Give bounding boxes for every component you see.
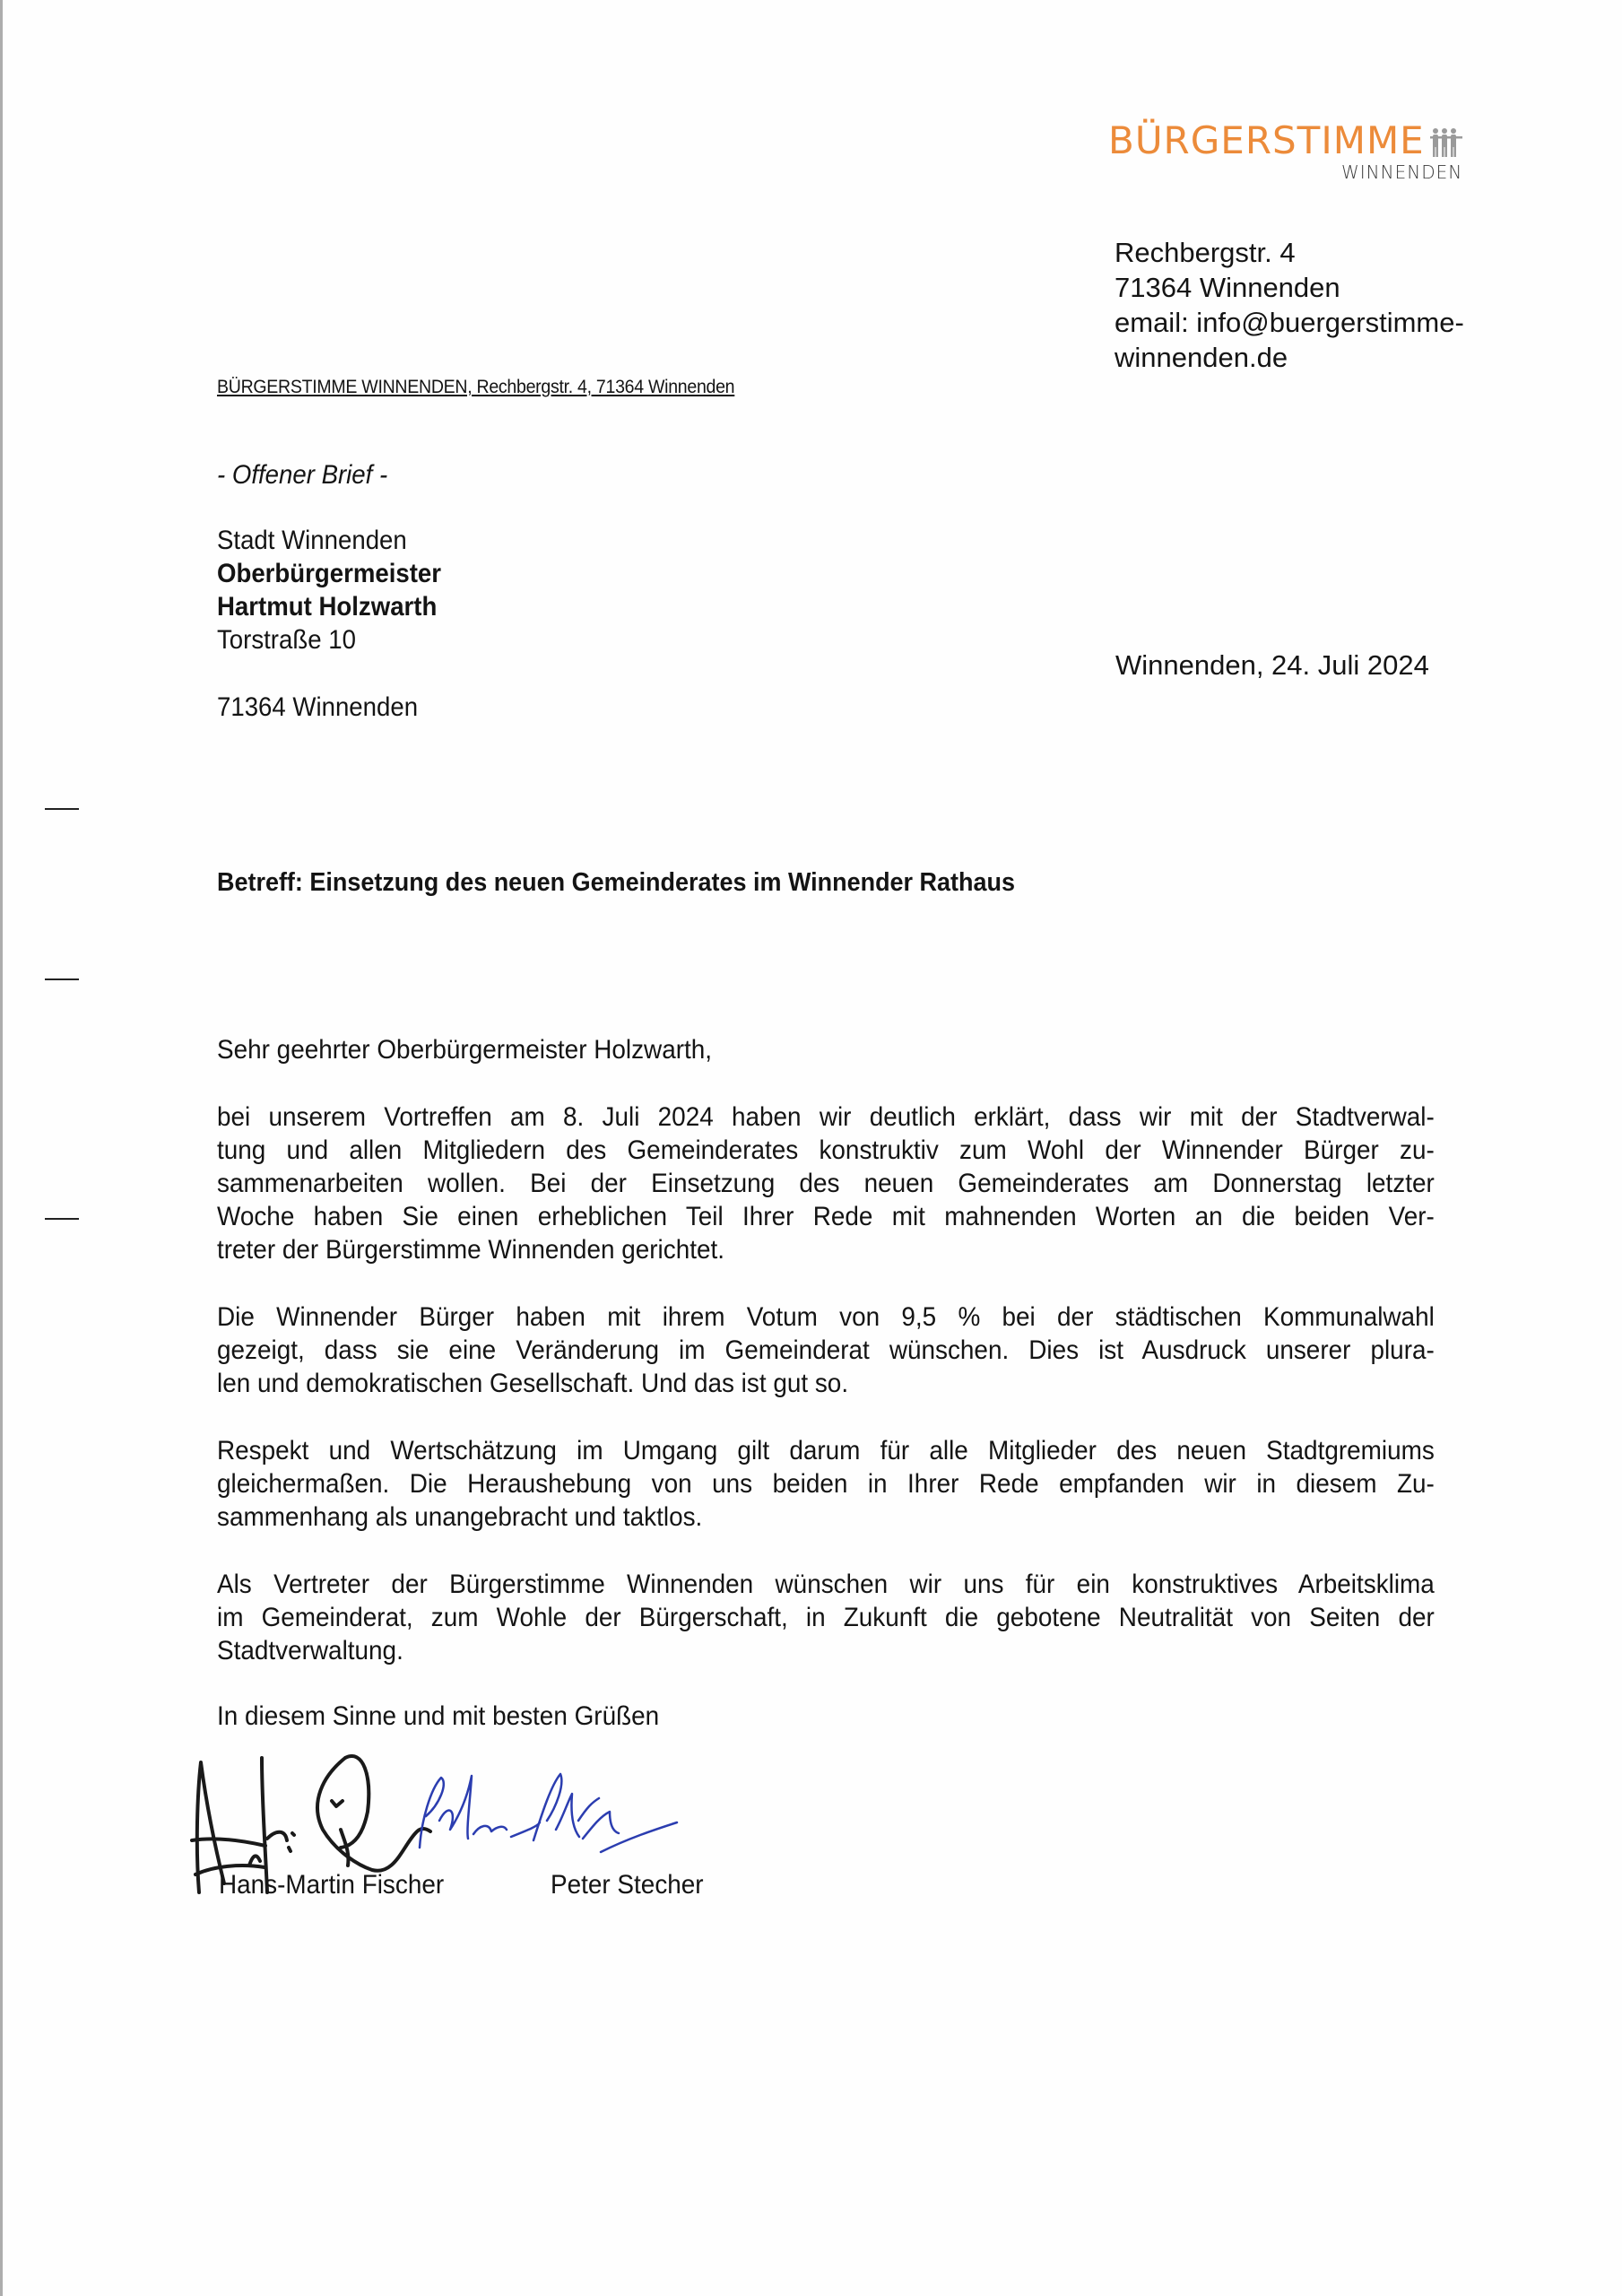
- body-line: Als Vertreter der Bürgerstimme Winnenden wünschen wir uns für ein konstruktives Arbeitsklima: [217, 1570, 1435, 1599]
- closing-line: In diesem Sinne und mit besten Grüßen: [217, 1701, 660, 1731]
- paragraph-3: [217, 1434, 1435, 1534]
- paragraph-2: [217, 1300, 1435, 1400]
- body-line: tung und allen Mitgliedern des Gemeinderates konstruktiv zum Wohl der Winnender Bürger zu-: [217, 1135, 1435, 1165]
- letter-date: Winnenden, 24. Juli 2024: [1115, 649, 1429, 681]
- body-line: bei unserem Vortreffen am 8. Juli 2024 haben wir deutlich erklärt, dass wir mit der Stadtverwal-: [217, 1102, 1435, 1132]
- punch-mark: [45, 978, 79, 980]
- letterhead-logo: [1108, 118, 1485, 183]
- body-line: Die Winnender Bürger haben mit ihrem Votum von 9,5 % bei der städtischen Kommunalwahl: [217, 1302, 1435, 1332]
- fold-mark-top: [45, 808, 79, 810]
- body-line: sammenhang als unangebracht und taktlos.: [217, 1502, 703, 1532]
- signatory-name-1: Hans-Martin Fischer: [219, 1870, 445, 1900]
- sender-street: Rechbergstr. 4: [1115, 237, 1296, 268]
- body-line: Woche haben Sie einen erheblichen Teil Ihrer Rede mit mahnenden Worten an die beiden Ver-: [217, 1202, 1435, 1231]
- subject-line: Betreff: Einsetzung des neuen Gemeinderates im Winnender Rathaus: [217, 868, 1015, 897]
- logo-wordmark: BÜRGERSTIMME: [1108, 118, 1425, 162]
- fold-mark-bottom: [45, 1218, 79, 1220]
- recipient-city: 71364 Winnenden: [217, 692, 419, 722]
- logo-subtitle: WINNENDEN: [1341, 161, 1463, 183]
- paragraph-1: [217, 1100, 1435, 1266]
- recipient-title: Oberbürgermeister: [217, 559, 442, 588]
- body-line: Respekt und Wertschätzung im Umgang gilt darum für alle Mitglieder des neuen Stadtgremiums: [217, 1436, 1435, 1465]
- salutation: Sehr geehrter Oberbürgermeister Holzwarth,: [217, 1035, 713, 1065]
- signatory-name-2: Peter Stecher: [551, 1870, 704, 1900]
- recipient-address: [217, 524, 441, 724]
- body-line: sammenarbeiten wollen. Bei der Einsetzung des neuen Gemeinderates am Donnerstag letzter: [217, 1169, 1435, 1198]
- letter-type: - Offener Brief -: [217, 460, 388, 490]
- signature-area: [179, 1740, 986, 1919]
- people-group-icon: [1430, 127, 1466, 162]
- sender-email-line1: email: info@buergerstimme-: [1115, 307, 1464, 338]
- sender-address: [1115, 235, 1464, 375]
- letter-body: [217, 1033, 1435, 1701]
- recipient-name: Hartmut Holzwarth: [217, 592, 438, 622]
- body-line: gleichermaßen. Die Heraushebung von uns beiden in Ihrer Rede empfanden wir in diesem Zu-: [217, 1469, 1435, 1499]
- scan-edge: [0, 0, 3, 2296]
- body-line: im Gemeinderat, zum Wohle der Bürgerschaft, in Zukunft die gebotene Neutralität von Seiten der: [217, 1603, 1435, 1632]
- body-line: treter der Bürgerstimme Winnenden gerichtet.: [217, 1235, 725, 1265]
- recipient-street: Torstraße 10: [217, 625, 356, 655]
- body-line: gezeigt, dass sie eine Veränderung im Gemeinderat wünschen. Dies ist Ausdruck unserer plura-: [217, 1335, 1435, 1365]
- body-line: Stadtverwaltung.: [217, 1636, 403, 1665]
- return-address: BÜRGERSTIMME WINNENDEN, Rechbergstr. 4, 71364 Winnenden: [217, 377, 735, 397]
- body-line: len und demokratischen Gesellschaft. Und das ist gut so.: [217, 1369, 849, 1398]
- recipient-org: Stadt Winnenden: [217, 526, 407, 555]
- sender-email-line2: winnenden.de: [1115, 342, 1288, 373]
- sender-city: 71364 Winnenden: [1115, 272, 1340, 303]
- paragraph-4: [217, 1568, 1435, 1667]
